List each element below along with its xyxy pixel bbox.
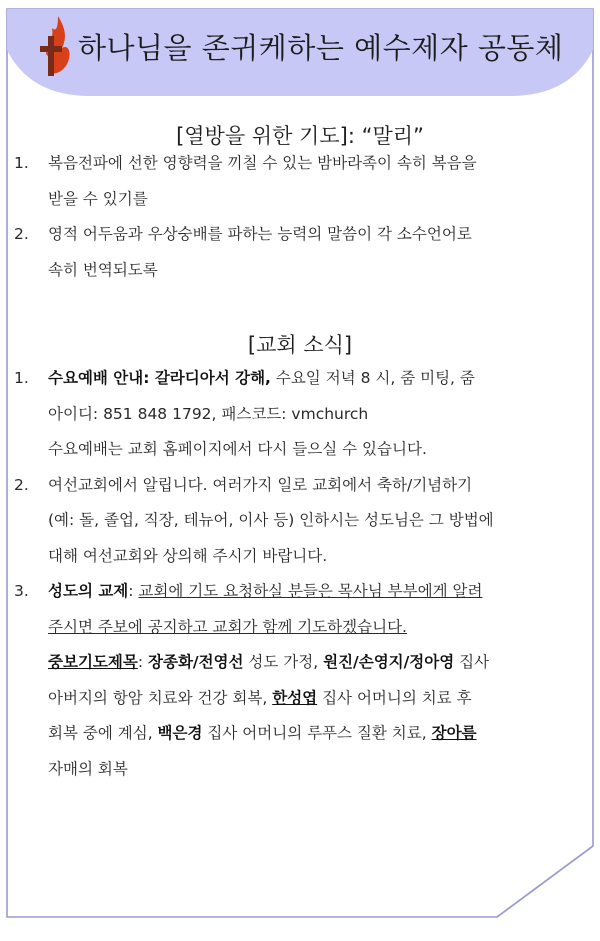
item-number: 3. [14,582,29,600]
prayer-list [14,146,574,288]
item-text: 속히 번역되도록 [48,260,158,279]
item-number: 1. [14,154,29,172]
news-section-title: [교회 소식] [247,333,353,357]
item-text: 수요일 저녁 8 시, 줌 미팅, 줌 [270,369,475,387]
item-text: 복음전파에 선한 영향력을 끼칠 수 있는 밤바라족이 속히 복음을 [48,154,477,172]
item-text: 자매의 회복 [48,759,128,778]
name: 원진/손영지/정아영 [323,653,455,671]
item-number: 1. [14,369,29,387]
item-text: 여선교회에서 알립니다. 여러가지 일로 교회에서 축하/기념하기 [48,475,473,494]
name: 한성엽 [272,688,318,707]
church-logo-icon [34,14,78,80]
name: 장아름 [431,724,477,742]
item-text: 아버지의 항암 치료와 건강 회복, [48,688,273,707]
list-item [14,146,574,217]
item-number: 2. [14,225,29,243]
item-label: 중보기도제목 [48,653,138,671]
prayer-section-title: [열방을 위한 기도]: “말리” [176,124,424,148]
item-text: (예: 돌, 졸업, 직장, 테뉴어, 이사 등) 인하시는 성도님은 그 방법에 [48,511,494,529]
list-item [14,217,574,288]
item-text: 수요예배는 교회 홈페이지에서 다시 들으실 수 있습니다. [48,440,427,458]
list-item [14,361,574,468]
item-label: 수요예배 안내: 갈라디아서 강해, [48,369,271,387]
item-text: 영적 어두움과 우상숭배를 파하는 능력의 말씀이 각 소수언어로 [48,225,472,243]
item-label: 성도의 교제 [48,582,129,600]
page-title: 하나님을 존귀케하는 예수제자 공동체 [78,31,564,65]
name: 장종화/전영선 [148,653,244,671]
item-text: 회복 중에 계심, [48,724,158,742]
item-text: 아이디: 851 848 1792, 패스코드: vmchurch [48,404,369,423]
item-number: 2. [14,475,29,494]
item-text: 주시면 주보에 공지하고 교회가 함께 기도하겠습니다. [48,617,407,636]
list-item [14,468,574,575]
item-text: 교회에 기도 요청하실 분들은 목사님 부부에게 알려 [138,582,483,600]
item-text: 받을 수 있기를 [48,189,148,208]
news-list [14,361,574,787]
list-item: 3. 성도의 교제: 교회에 기도 요청하실 분들은 목사님 부부에게 알려 주시면 주보에 공지하고 교회가 함께 기도하겠습니다. 중보기도제목: 장종화/전영선 성도 가정, 원진/손영지/정아영 집사 아버지의 항암 치료와 건강 회복, 한성엽 집사 어머니의 치료 후 회복 중에 계심, 백은경 집사 어머니의 루푸스 질환 치료, 장아름 자매의 회복 [14,574,574,787]
item-text: 대해 여선교회와 상의해 주시기 바랍니다. [48,546,328,565]
name: 백은경 [157,724,203,742]
